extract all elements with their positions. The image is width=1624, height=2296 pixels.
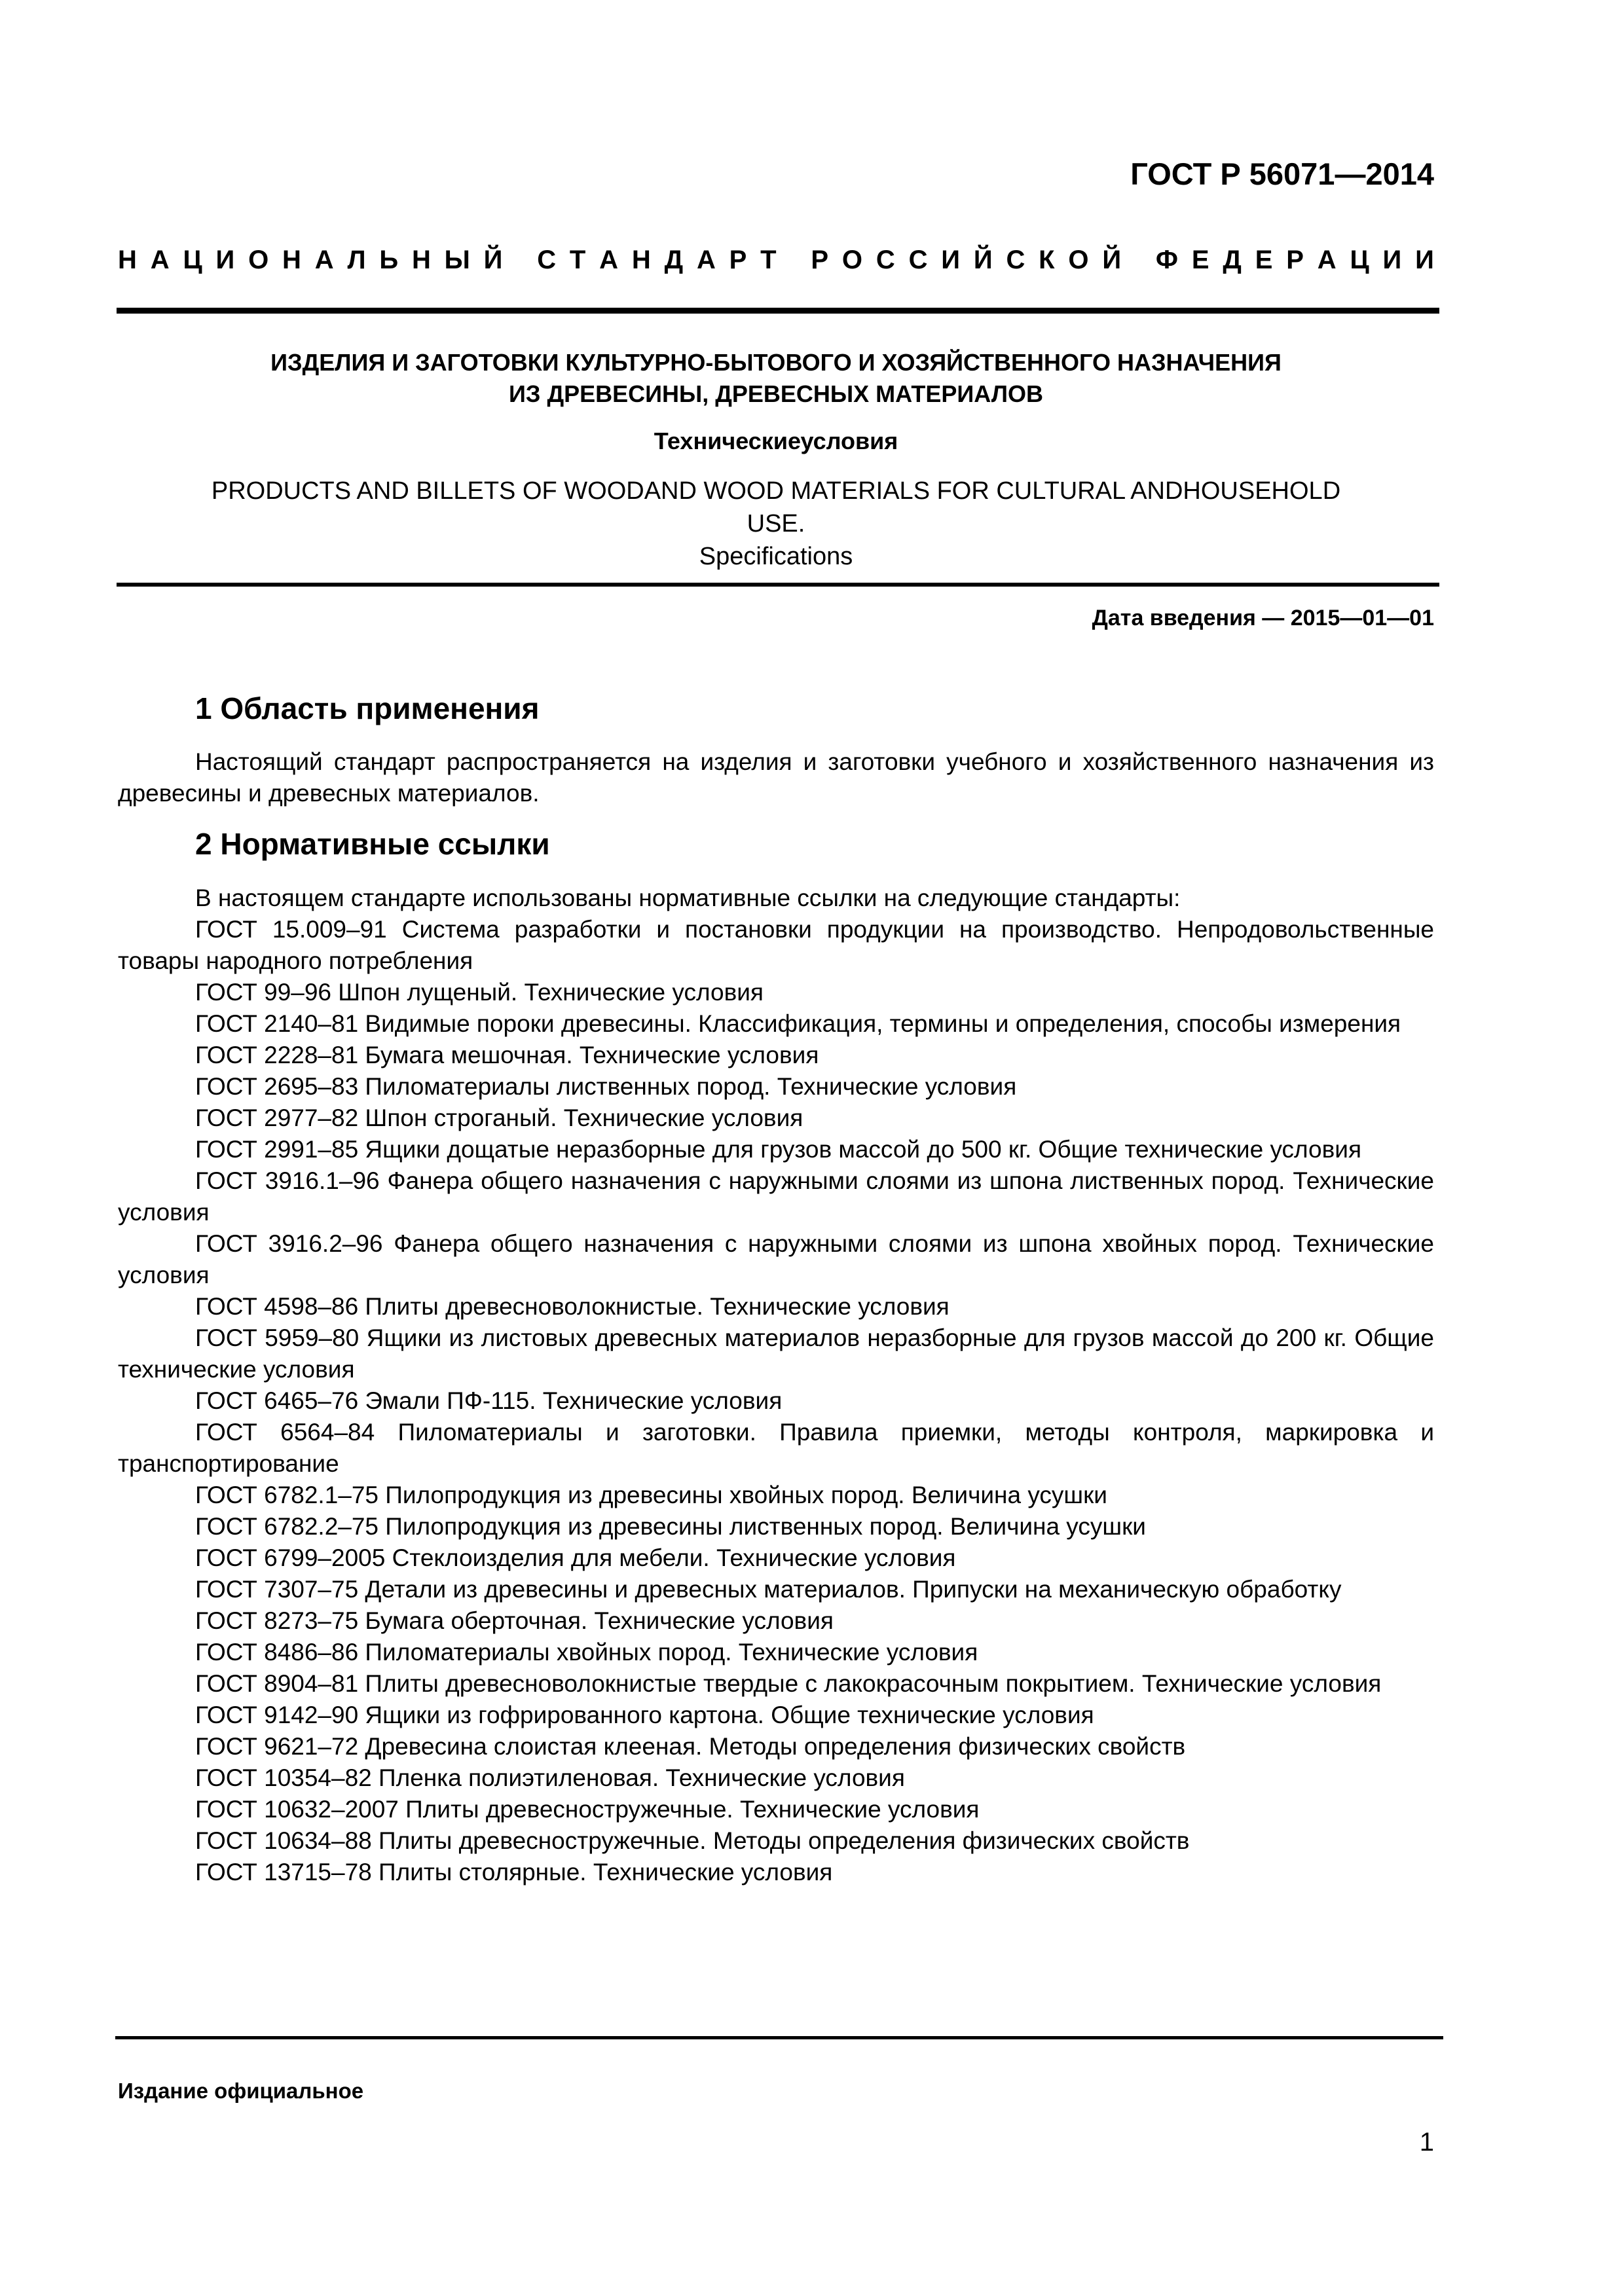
title-bottom-rule [117, 583, 1439, 587]
reference-item: ГОСТ 15.009–91 Система разработки и постановки продукции на производство. Непродовольственные товары народного потребления [118, 916, 1434, 974]
official-edition-label: Издание официальное [118, 2079, 364, 2103]
reference-item: ГОСТ 8273–75 Бумага оберточная. Технические условия [195, 1607, 834, 1634]
national-standard-heading [118, 246, 1434, 275]
reference-item: ГОСТ 10634–88 Плиты древесностружечные. Методы определения физических свойств [195, 1827, 1190, 1854]
page-number: 1 [1419, 2128, 1434, 2157]
reference-item: ГОСТ 99–96 Шпон лущеный. Технические условия [195, 979, 764, 1006]
document-title [118, 347, 1434, 410]
reference-item: ГОСТ 3916.2–96 Фанера общего назначения с наружными слоями из шпона хвойных пород. Технические условия [118, 1230, 1434, 1288]
reference-item: ГОСТ 10354–82 Пленка полиэтиленовая. Технические условия [195, 1764, 905, 1791]
title-line-2: ИЗ ДРЕВЕСИНЫ, ДРЕВЕСНЫХ МАТЕРИАЛОВ [509, 380, 1043, 407]
reference-item: ГОСТ 3916.1–96 Фанера общего назначения с наружными слоями из шпона лиственных пород. Технические условия [118, 1167, 1434, 1226]
reference-item: ГОСТ 7307–75 Детали из древесины и древесных материалов. Припуски на механическую обработку [195, 1576, 1342, 1603]
title-line-1: ИЗДЕЛИЯ И ЗАГОТОВКИ КУЛЬТУРНО-БЫТОВОГО И ХОЗЯЙСТВЕННОГО НАЗНАЧЕНИЯ [270, 349, 1282, 376]
english-title-line-1: PRODUCTS AND BILLETS OF WOODAND WOOD MATERIALS FOR CULTURAL ANDHOUSEHOLD [211, 477, 1341, 505]
normative-references-list [118, 883, 1434, 1888]
reference-item: ГОСТ 2991–85 Ящики дощатые неразборные для грузов массой до 500 кг. Общие технические условия [195, 1136, 1361, 1163]
reference-item: ГОСТ 9621–72 Древесина слоистая клееная. Методы определения физических свойств [195, 1733, 1186, 1760]
top-rule [117, 308, 1439, 314]
reference-item: ГОСТ 6799–2005 Стеклоизделия для мебели. Технические условия [195, 1544, 956, 1571]
footer-rule [115, 2036, 1443, 2039]
reference-item: ГОСТ 2977–82 Шпон строганый. Технические условия [195, 1104, 803, 1131]
english-title-line-3: Specifications [699, 543, 853, 570]
reference-item: ГОСТ 10632–2007 Плиты древесностружечные. Технические условия [195, 1796, 980, 1823]
document-subtitle: Техническиеусловия [654, 428, 898, 454]
section-2-heading: 2 Нормативные ссылки [195, 827, 550, 861]
reference-item: ГОСТ 2695–83 Пиломатериалы лиственных пород. Технические условия [195, 1073, 1017, 1100]
reference-item: ГОСТ 6782.2–75 Пилопродукция из древесины лиственных пород. Величина усушки [195, 1513, 1146, 1540]
reference-item: ГОСТ 8486–86 Пиломатериалы хвойных пород. Технические условия [195, 1639, 978, 1666]
standard-code: ГОСТ Р 56071—2014 [1130, 156, 1434, 191]
section-1-paragraph: Настоящий стандарт распространяется на изделия и заготовки учебного и хозяйственного назначения из древесины и древесных материалов. [118, 748, 1434, 807]
english-title-line-2: USE. [747, 510, 805, 538]
reference-item: ГОСТ 8904–81 Плиты древесноволокнистые твердые с лакокрасочным покрытием. Технические условия [195, 1670, 1382, 1697]
reference-item: ГОСТ 6564–84 Пиломатериалы и заготовки. Правила приемки, методы контроля, маркировка и транспортирование [118, 1419, 1434, 1477]
reference-item: ГОСТ 6782.1–75 Пилопродукция из древесины хвойных пород. Величина усушки [195, 1482, 1107, 1508]
introduction-date: Дата введения — 2015—01—01 [1092, 606, 1434, 630]
reference-item: ГОСТ 13715–78 Плиты столярные. Технические условия [195, 1859, 833, 1886]
reference-item: ГОСТ 6465–76 Эмали ПФ-115. Технические условия [195, 1387, 783, 1414]
section-1-body [118, 746, 1434, 809]
reference-item: ГОСТ 9142–90 Ящики из гофрированного картона. Общие технические условия [195, 1702, 1094, 1728]
reference-item: ГОСТ 2140–81 Видимые пороки древесины. Классификация, термины и определения, способы измерения [195, 1010, 1401, 1037]
national-standard-text: Н А Ц И О Н А Л Ь Н Ы Й С Т А Н Д А Р Т Р О С С И Й С К О Й Ф Е Д Е Р А Ц И И [118, 246, 1434, 274]
reference-item: ГОСТ 4598–86 Плиты древесноволокнистые. Технические условия [195, 1293, 950, 1320]
section-1-heading: 1 Область применения [195, 691, 540, 725]
reference-item: ГОСТ 5959–80 Ящики из листовых древесных материалов неразборные для грузов массой до 200 кг. Общие технические условия [118, 1324, 1434, 1383]
english-title [118, 475, 1434, 573]
reference-item: ГОСТ 2228–81 Бумага мешочная. Технические условия [195, 1042, 819, 1068]
references-intro: В настоящем стандарте использованы нормативные ссылки на следующие стандарты: [195, 884, 1181, 911]
